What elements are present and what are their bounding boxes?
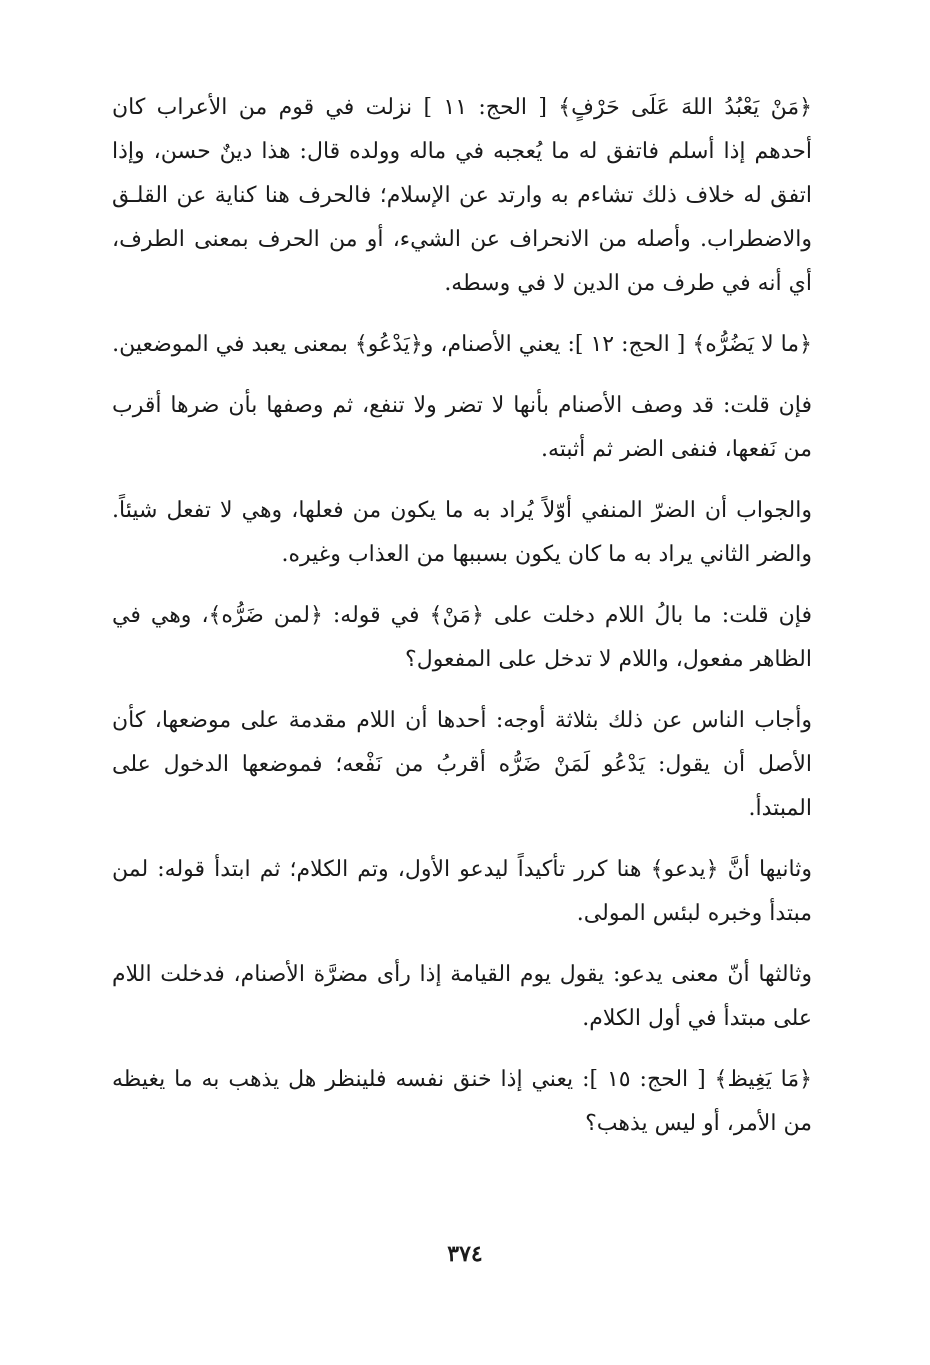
paragraph: وثانيها أنَّ ﴿يدعو﴾ هنا كرر تأكيداً ليدعو الأول، وتم الكلام؛ ثم ابتدأ قوله: لمن مبتدأ وخبره لبئس المولى.	[112, 857, 812, 926]
paragraph: والجواب أن الضرّ المنفي أوّلاً يُراد به ما يكون من فعلها، وهي لا تفعل شيئاً. والضر الثاني يراد به ما كان يكون بسببها من العذاب وغيره.	[112, 498, 812, 567]
paragraph: وثالثها أنّ معنى يدعو: يقول يوم القيامة إذا رأى مضرَّة الأصنام، فدخلت اللام على مبتدأ في أول الكلام.	[112, 962, 812, 1031]
page-number: ٣٧٤	[447, 1241, 483, 1267]
paragraph: فإن قلت: ما بالُ اللام دخلت على ﴿مَنْ﴾ في قوله: ﴿لمن ضَرُّه﴾، وهي في الظاهر مفعول، واللام لا تدخل على المفعول؟	[112, 603, 812, 672]
paragraph: فإن قلت: قد وصف الأصنام بأنها لا تضر ولا تنفع، ثم وصفها بأن ضرها أقرب من نَفعها، فنفى الضر ثم أثبته.	[112, 393, 812, 462]
paragraph: ﴿مَا يَغِيظ﴾ [ الحج: ١٥ ]: يعني إذا خنق نفسه فلينظر هل يذهب به ما يغيظه من الأمر، أو ليس يذهب؟	[112, 1067, 812, 1136]
paragraph: ﴿مَنْ يَعْبُدُ اللهَ عَلَى حَرْفٍ﴾ [ الحج: ١١ ] نزلت في قوم من الأعراب كان أحدهم إذا أسلم فاتفق له ما يُعجبه في ماله وولده قال: هذا دينٌ حسن، وإذا اتفق له خلاف ذلك تشاءم به وارتد عن الإسلام؛ فالحرف هنا كناية عن القلـق والاضطراب. وأصله من الانحراف عن الشيء، أو من الحرف بمعنى الطرف، أي أنه في طرف من الدين لا في وسطه.	[112, 95, 812, 296]
paragraph: ﴿ما لا يَضُرُّه﴾ [ الحج: ١٢ ]: يعني الأصنام، و﴿يَدْعُو﴾ بمعنى يعبد في الموضعين.	[112, 332, 812, 357]
paragraph: وأجاب الناس عن ذلك بثلاثة أوجه: أحدها أن اللام مقدمة على موضعها، كأن الأصل أن يقول: يَدْعُو لَمَنْ ضَرُّه أقربُ من نَفْعه؛ فموضعها الدخول على المبتدأ.	[112, 708, 812, 821]
